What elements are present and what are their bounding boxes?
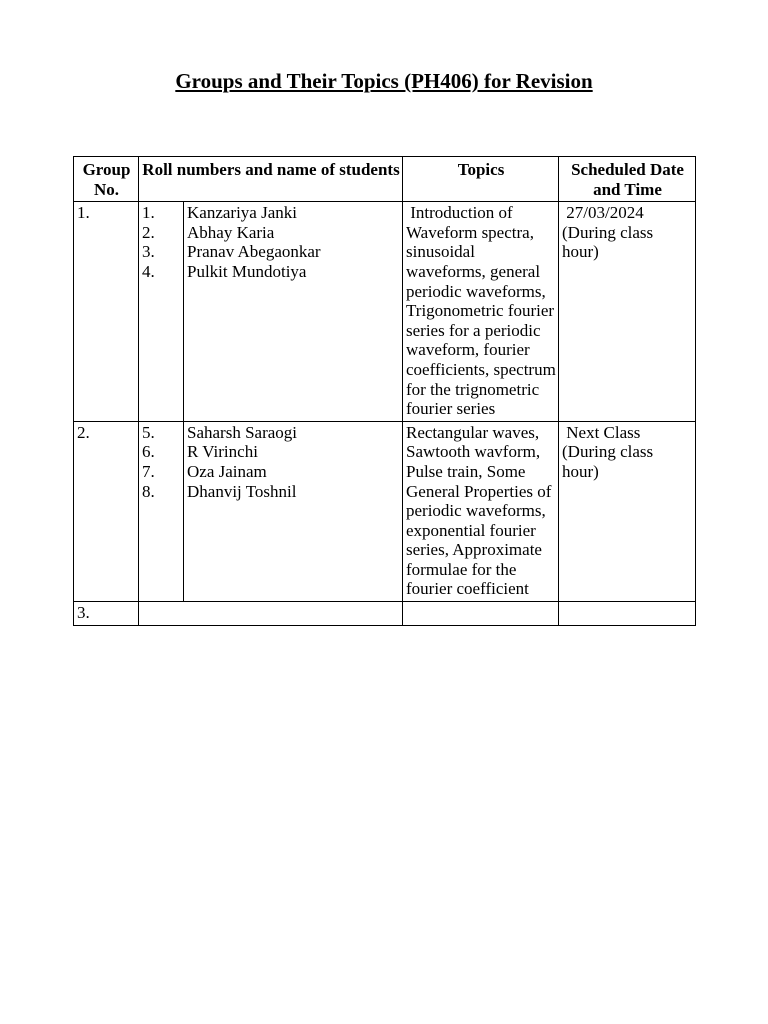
student-name: Oza Jainam	[187, 461, 267, 481]
header-students: Roll numbers and name of students	[139, 157, 403, 202]
group-number: 2.	[74, 421, 139, 601]
student-names	[184, 202, 403, 422]
student-name: Abhay Karia	[187, 222, 275, 242]
group-number: 3.	[74, 602, 139, 626]
schedule-text: 27/03/2024 (During class hour)	[562, 203, 658, 262]
roll-number: 6.	[142, 442, 155, 462]
roll-number: 8.	[142, 481, 155, 501]
schedule-text: Next Class (During class hour)	[562, 422, 658, 481]
student-name: Pulkit Mundotiya	[187, 261, 307, 281]
groups-table	[73, 156, 696, 626]
student-names	[139, 602, 403, 626]
topics-text: Introduction of Waveform spectra, sinusoidal waveforms, general periodic waveforms, Trigonometric fourier series for a periodic waveform, fourier coefficients, spectrum for the trignometric fourier series	[406, 203, 561, 419]
student-names	[184, 421, 403, 601]
table-row	[74, 202, 696, 422]
roll-number: 1.	[142, 203, 155, 223]
table-header-row	[74, 157, 696, 202]
topics-cell	[403, 421, 559, 601]
topics-cell	[403, 202, 559, 422]
student-name: Pranav Abegaonkar	[187, 242, 321, 262]
roll-number: 2.	[142, 222, 155, 242]
schedule-cell	[559, 202, 696, 422]
topics-text: Rectangular waves, Sawtooth wavform, Pulse train, Some General Properties of periodic waveforms, exponential fourier series, Approximate formulae for the fourier coefficient	[406, 422, 556, 599]
topics-cell	[403, 602, 559, 626]
roll-number: 7.	[142, 461, 155, 481]
header-topics: Topics	[403, 157, 559, 202]
schedule-cell	[559, 602, 696, 626]
student-name: R Virinchi	[187, 442, 258, 462]
student-name: Dhanvij Toshnil	[187, 481, 297, 501]
document-title: Groups and Their Topics (PH406) for Revision	[175, 69, 593, 93]
student-name: Saharsh Saraogi	[187, 422, 298, 442]
student-name: Kanzariya Janki	[187, 203, 297, 223]
group-number: 1.	[74, 202, 139, 422]
roll-number: 4.	[142, 261, 155, 281]
header-group-no: Group No.	[74, 157, 139, 202]
roll-numbers	[139, 202, 184, 422]
schedule-cell	[559, 421, 696, 601]
roll-number: 5.	[142, 422, 155, 442]
table-row	[74, 602, 696, 626]
table-row	[74, 421, 696, 601]
roll-numbers	[139, 421, 184, 601]
header-schedule: Scheduled Date and Time	[559, 157, 696, 202]
roll-number: 3.	[142, 242, 155, 262]
